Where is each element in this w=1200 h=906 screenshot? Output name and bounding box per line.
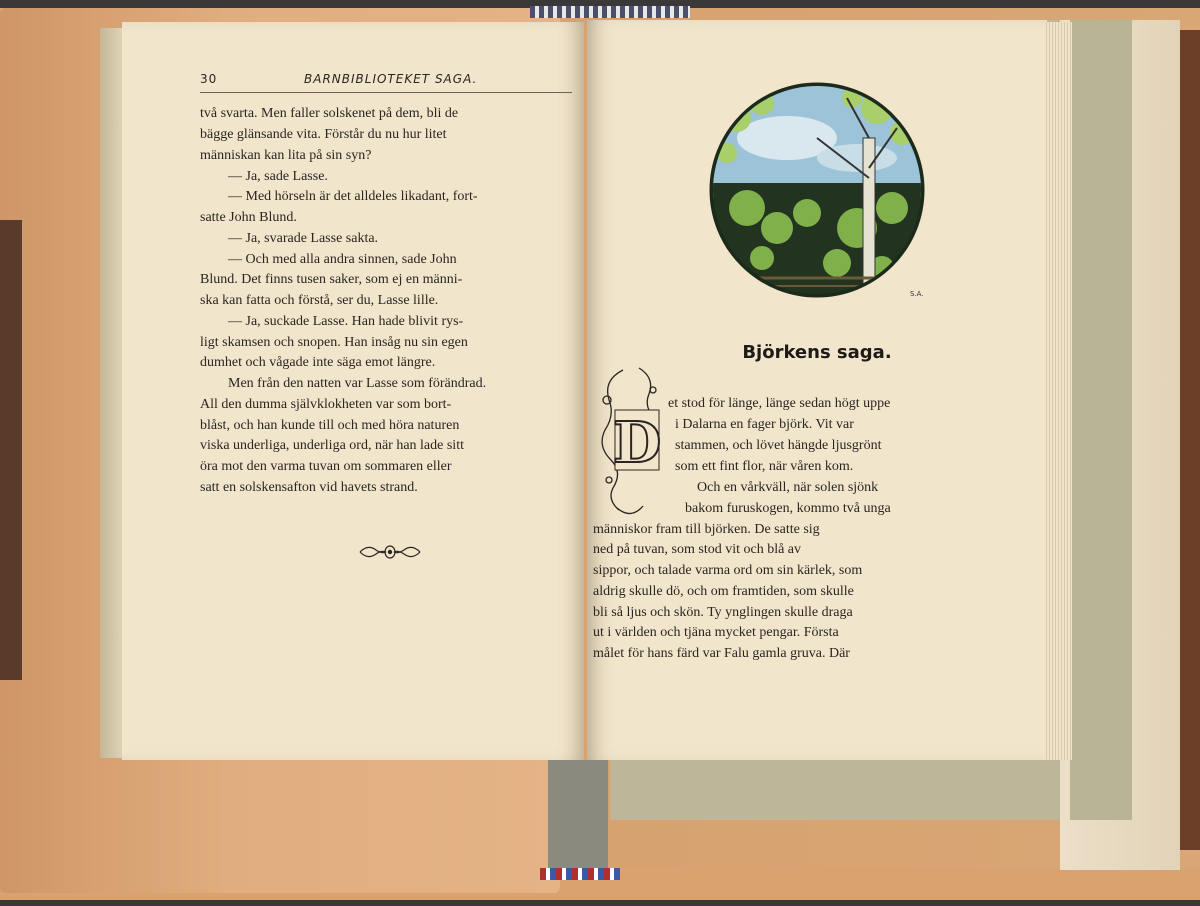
chapter-title: Björkens saga.: [742, 342, 892, 363]
text-line: bakom furuskogen, kommo två unga: [685, 501, 891, 516]
text-line: öra mot den varma tuvan om sommaren eller: [200, 459, 452, 474]
running-head-title: BARNBIBLIOTEKET SAGA.: [304, 72, 478, 86]
cover-leather-corner: [0, 220, 22, 680]
text-line: bägge glänsande vita. Förstår du nu hur litet: [200, 127, 447, 142]
ornament-icon: [358, 538, 422, 566]
text-line: sippor, och talade varma ord om sin kärlek, som: [593, 563, 863, 578]
endpaper-strip: [1070, 20, 1132, 820]
text-line: — Och med alla andra sinnen, sade John: [228, 252, 457, 267]
text-line: ned på tuvan, som stod vit och blå av: [593, 542, 802, 557]
text-line: — Ja, sade Lasse.: [228, 169, 328, 184]
headband-bottom: [540, 868, 620, 880]
text-line: — Ja, suckade Lasse. Han hade blivit rys-: [228, 314, 464, 329]
text-line: i Dalarna en fager björk. Vit var: [675, 417, 854, 432]
text-line: Blund. Det finns tusen saker, som ej en männi-: [200, 272, 463, 287]
text-line: människor fram till björken. De satte sig: [593, 522, 820, 537]
decorated-initial-icon: [593, 360, 669, 530]
cover-leather-edge: [1180, 30, 1200, 850]
birch-illustration: [667, 78, 967, 318]
initial-letter: D: [612, 410, 662, 476]
text-line: Men från den natten var Lasse som förändrad.: [228, 376, 487, 391]
text-line: ligt skamsen och snopen. Han insåg nu sin egen: [200, 335, 468, 350]
text-line: — Med hörseln är det alldeles likadant, fort-: [228, 189, 478, 204]
text-line: All den dumma självklokheten var som bort-: [200, 397, 452, 412]
text-line: Och en vårkväll, när solen sjönk: [697, 480, 879, 495]
text-line: blåst, och han kunde till och med höra naturen: [200, 418, 460, 433]
text-line: satte John Blund.: [200, 210, 297, 225]
text-line: stammen, och lövet hängde ljusgrönt: [675, 438, 882, 453]
headband-top: [530, 6, 690, 18]
text-line: satt en solskensafton vid havets strand.: [200, 480, 418, 495]
page-stack-edge-right: [1044, 22, 1072, 760]
illustration-signature: S.A.: [910, 290, 924, 298]
book-spine: [548, 760, 608, 878]
text-line: ut i världen och tjäna mycket pengar. Första: [593, 625, 839, 640]
text-line: människan kan lita på sin syn?: [200, 148, 372, 163]
text-line: som ett fint flor, när våren kom.: [675, 459, 854, 474]
text-line: — Ja, svarade Lasse sakta.: [228, 231, 379, 246]
text-line: bli så ljus och skön. Ty ynglingen skulle draga: [593, 605, 853, 620]
right-page: [587, 20, 1047, 760]
left-page: [122, 22, 584, 760]
text-line: aldrig skulle dö, och om framtiden, som skulle: [593, 584, 854, 599]
page-number: 30: [200, 72, 218, 86]
text-line: målet för hans färd var Falu gamla gruva. Där: [593, 646, 850, 661]
text-line: et stod för länge, länge sedan högt uppe: [668, 396, 891, 411]
text-line: ska kan fatta och förstå, ser du, Lasse lille.: [200, 293, 439, 308]
running-header: [200, 70, 572, 93]
text-line: dumhet och vågade inte säga emot längre.: [200, 355, 436, 370]
text-line: två svarta. Men faller solskenet på dem, bli de: [200, 106, 459, 121]
text-line: viska underliga, underliga ord, när han lade sitt: [200, 438, 464, 453]
